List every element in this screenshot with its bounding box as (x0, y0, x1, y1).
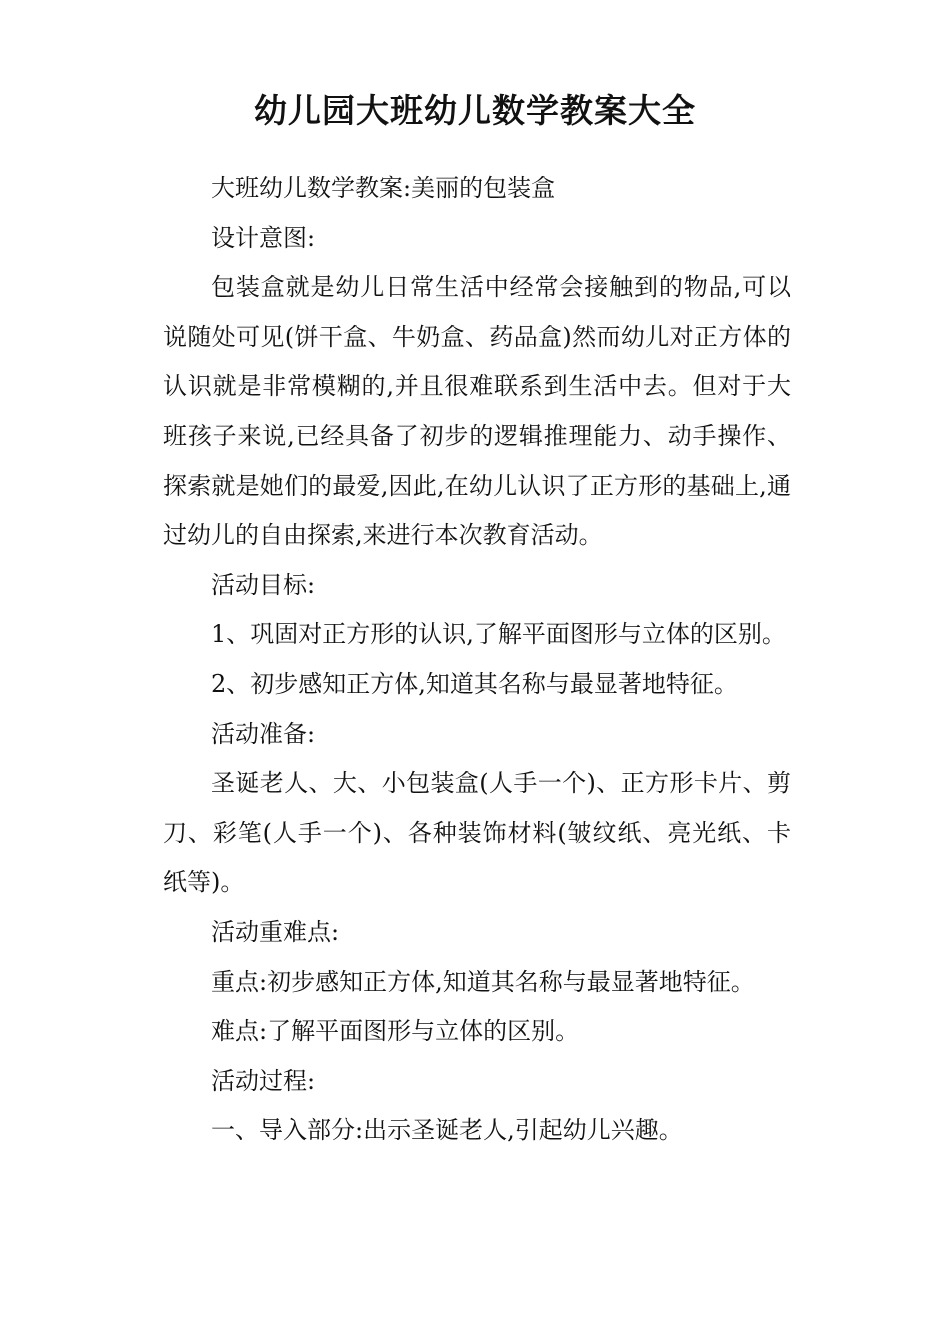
document-body (163, 164, 791, 1156)
section-heading-preparation: 活动准备: (211, 719, 316, 748)
section-heading-objectives: 活动目标: (211, 570, 316, 599)
preparation-paragraph: 圣诞老人、大、小包装盒(人手一个)、正方形卡片、剪刀、彩笔(人手一个)、各种装饰材料(皱纹纸、亮光纸、卡纸等)。 (163, 769, 791, 897)
section-heading-process: 活动过程: (211, 1066, 316, 1095)
document-title: 幼儿园大班幼儿数学教案大全 (254, 91, 696, 130)
section-heading-design-intent: 设计意图: (211, 223, 316, 252)
objective-item-1: 1、巩固对正方形的认识,了解平面图形与立体的区别。 (211, 620, 786, 649)
key-point-difficulty: 难点:了解平面图形与立体的区别。 (211, 1017, 580, 1046)
section-heading-key-points: 活动重难点: (211, 917, 340, 946)
process-step-1: 一、导入部分:出示圣诞老人,引起幼儿兴趣。 (211, 1116, 683, 1145)
lesson-title: 大班幼儿数学教案:美丽的包装盒 (211, 174, 556, 202)
key-point-focus: 重点:初步感知正方体,知道其名称与最显著地特征。 (211, 967, 755, 996)
objective-item-2: 2、初步感知正方体,知道其名称与最显著地特征。 (211, 669, 738, 698)
design-intent-paragraph: 包装盒就是幼儿日常生活中经常会接触到的物品,可以说随处可见(饼干盒、牛奶盒、药品盒)然而幼儿对正方体的认识就是非常模糊的,并且很难联系到生活中去。但对于大班孩子来说,已经具备了初步的逻辑推理能力、动手操作、探索就是她们的最爱,因此,在幼儿认识了正方形的基础上,通过幼儿的自由探索,来进行本次教育活动。 (163, 273, 791, 550)
